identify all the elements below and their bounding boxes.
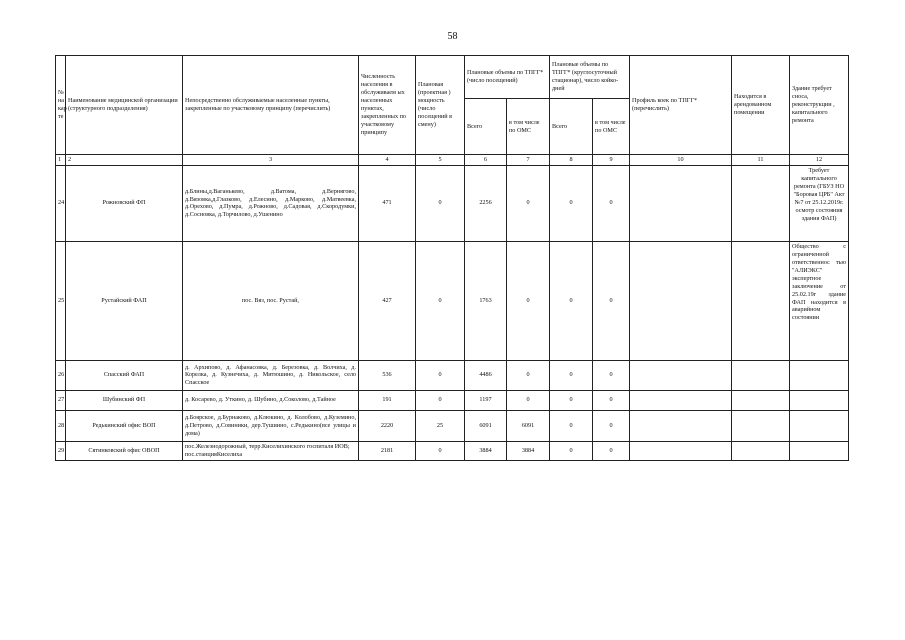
capacity: 0 <box>416 441 465 460</box>
header-col-1: № на кар те <box>56 56 66 155</box>
bed-profile <box>630 360 732 390</box>
visits-oms: 3884 <box>507 441 550 460</box>
settlements: д. Архипово, д. Афанасовка, д. Березовка, д. Волчиха, д. Корелка, д. Кузнечиха, д. Митюшино, д. Никольское, село Спасское <box>183 360 359 390</box>
visits-oms: 0 <box>507 241 550 360</box>
header-col-10: Профиль коек по ТПГГ* (перечислить) <box>630 56 732 155</box>
visits-total: 3884 <box>465 441 507 460</box>
facility-name: Шубинский ФП <box>66 390 183 410</box>
building-status <box>790 410 849 441</box>
capacity: 0 <box>416 165 465 241</box>
row-number: 29 <box>56 441 66 460</box>
rented-premises <box>732 241 790 360</box>
capacity: 0 <box>416 241 465 360</box>
visits-total: 4486 <box>465 360 507 390</box>
rented-premises <box>732 390 790 410</box>
table-row <box>56 241 849 360</box>
facility-name: Сятинковский офис ОВОП <box>66 441 183 460</box>
capacity: 0 <box>416 390 465 410</box>
header-col-12: Здание требует сноса, реконструкции , капитального ремонта <box>790 56 849 155</box>
rented-premises <box>732 360 790 390</box>
header-col-3: Непосредственно обслуживаемые населенные пункты, закрепленные по участковому принципу (перечислить) <box>183 56 359 155</box>
building-status: Требует капитального ремонта (ГБУЗ НО "Боровая ЦРБ" Акт №7 от 25.12.2019г. осмотр состояния здания ФАП) <box>790 165 849 241</box>
facilities-table <box>55 55 849 461</box>
bed-profile <box>630 410 732 441</box>
visits-total: 1197 <box>465 390 507 410</box>
facility-name: Рожновский ФП <box>66 165 183 241</box>
beds-total: 0 <box>550 241 593 360</box>
settlements: д.Боярское, д.Бурнаково, д.Клюкино, д. Колобово, д.Куземино, д.Петрово, д.Совиники, дер.Тушиино, с.Редькино(все улицы и дома) <box>183 410 359 441</box>
table-row <box>56 390 849 410</box>
facility-name: Рустайский ФАП <box>66 241 183 360</box>
column-number: 6 <box>465 155 507 166</box>
header-col-7: в том числе по ОМС <box>507 99 550 155</box>
population: 536 <box>359 360 416 390</box>
header-col-11: Находится в арендованном помещении <box>732 56 790 155</box>
beds-oms: 0 <box>593 410 630 441</box>
table-row <box>56 165 849 241</box>
beds-total: 0 <box>550 441 593 460</box>
column-number: 1 <box>56 155 66 166</box>
population: 2220 <box>359 410 416 441</box>
beds-total: 0 <box>550 360 593 390</box>
header-col-9: в том числе по ОМС <box>593 99 630 155</box>
column-number: 7 <box>507 155 550 166</box>
page-number: 58 <box>447 31 458 42</box>
column-number: 5 <box>416 155 465 166</box>
building-status <box>790 441 849 460</box>
header-col-5: Плановая (проектная ) мощность (число посещений в смену) <box>416 56 465 155</box>
column-number: 4 <box>359 155 416 166</box>
column-number-row <box>56 155 849 166</box>
table-row <box>56 441 849 460</box>
table-row <box>56 410 849 441</box>
bed-profile <box>630 441 732 460</box>
header-row <box>56 56 849 99</box>
row-number: 27 <box>56 390 66 410</box>
column-number: 9 <box>593 155 630 166</box>
header-col-4: Численность населения в обслуживаем ых населенных пунктах, закрепленных по участковому принципу <box>359 56 416 155</box>
beds-oms: 0 <box>593 360 630 390</box>
beds-total: 0 <box>550 165 593 241</box>
row-number: 24 <box>56 165 66 241</box>
population: 427 <box>359 241 416 360</box>
column-number: 3 <box>183 155 359 166</box>
visits-total: 6091 <box>465 410 507 441</box>
settlements: пос. Вяз, пос. Рустай, <box>183 241 359 360</box>
beds-total: 0 <box>550 390 593 410</box>
row-number: 28 <box>56 410 66 441</box>
building-status: Общество с ограниченной ответственнос тью "АЛИЭКС" экспертное заключение от 25.02.19г здание ФАП находится в аварийном состоянии <box>790 241 849 360</box>
settlements: пос.Железнодорожный, терр.Киселихинского госпиталя ИОВ; пос.станцияКиселиха <box>183 441 359 460</box>
header-col-2: Наименование медицинской организации (структурного подразделения) <box>66 56 183 155</box>
header-col-8: Всего <box>550 99 593 155</box>
population: 2181 <box>359 441 416 460</box>
facility-name: Спасский ФАП <box>66 360 183 390</box>
header-col-8-9: Плановые объемы по ТПГГ* (круглосуточный стационар), число койко-дней <box>550 56 630 99</box>
column-number: 11 <box>732 155 790 166</box>
settlements: д. Косарево, д. Уткино, д. Шубино, д.Соколово, д.Тайное <box>183 390 359 410</box>
building-status <box>790 390 849 410</box>
visits-oms: 0 <box>507 360 550 390</box>
bed-profile <box>630 390 732 410</box>
beds-oms: 0 <box>593 390 630 410</box>
row-number: 25 <box>56 241 66 360</box>
visits-total: 1763 <box>465 241 507 360</box>
capacity: 25 <box>416 410 465 441</box>
column-number: 10 <box>630 155 732 166</box>
rented-premises <box>732 441 790 460</box>
column-number: 12 <box>790 155 849 166</box>
visits-oms: 0 <box>507 390 550 410</box>
rented-premises <box>732 165 790 241</box>
beds-oms: 0 <box>593 241 630 360</box>
beds-oms: 0 <box>593 441 630 460</box>
population: 471 <box>359 165 416 241</box>
header-col-6: Всего <box>465 99 507 155</box>
settlements: д.Блины,д.Ваганькево, д.Ватома, д.Верняговo, д.Вязовка,д.Глазково, д.Елесино, д.Марково, д.Матвеевка, д.Орехово, д.Пумра, д.Рожново, д.Садовая, д.Скородумки, д.Сосновка, д.Торчилово, д.Ушенино <box>183 165 359 241</box>
visits-total: 2256 <box>465 165 507 241</box>
population: 191 <box>359 390 416 410</box>
column-number: 2 <box>66 155 183 166</box>
beds-oms: 0 <box>593 165 630 241</box>
header-col-6-7: Плановые объемы по ТПГГ* (число посещений) <box>465 56 550 99</box>
beds-total: 0 <box>550 410 593 441</box>
visits-oms: 0 <box>507 165 550 241</box>
rented-premises <box>732 410 790 441</box>
row-number: 26 <box>56 360 66 390</box>
building-status <box>790 360 849 390</box>
facility-name: Редькинский офис ВОП <box>66 410 183 441</box>
bed-profile <box>630 241 732 360</box>
bed-profile <box>630 165 732 241</box>
column-number: 8 <box>550 155 593 166</box>
table-row <box>56 360 849 390</box>
visits-oms: 6091 <box>507 410 550 441</box>
capacity: 0 <box>416 360 465 390</box>
